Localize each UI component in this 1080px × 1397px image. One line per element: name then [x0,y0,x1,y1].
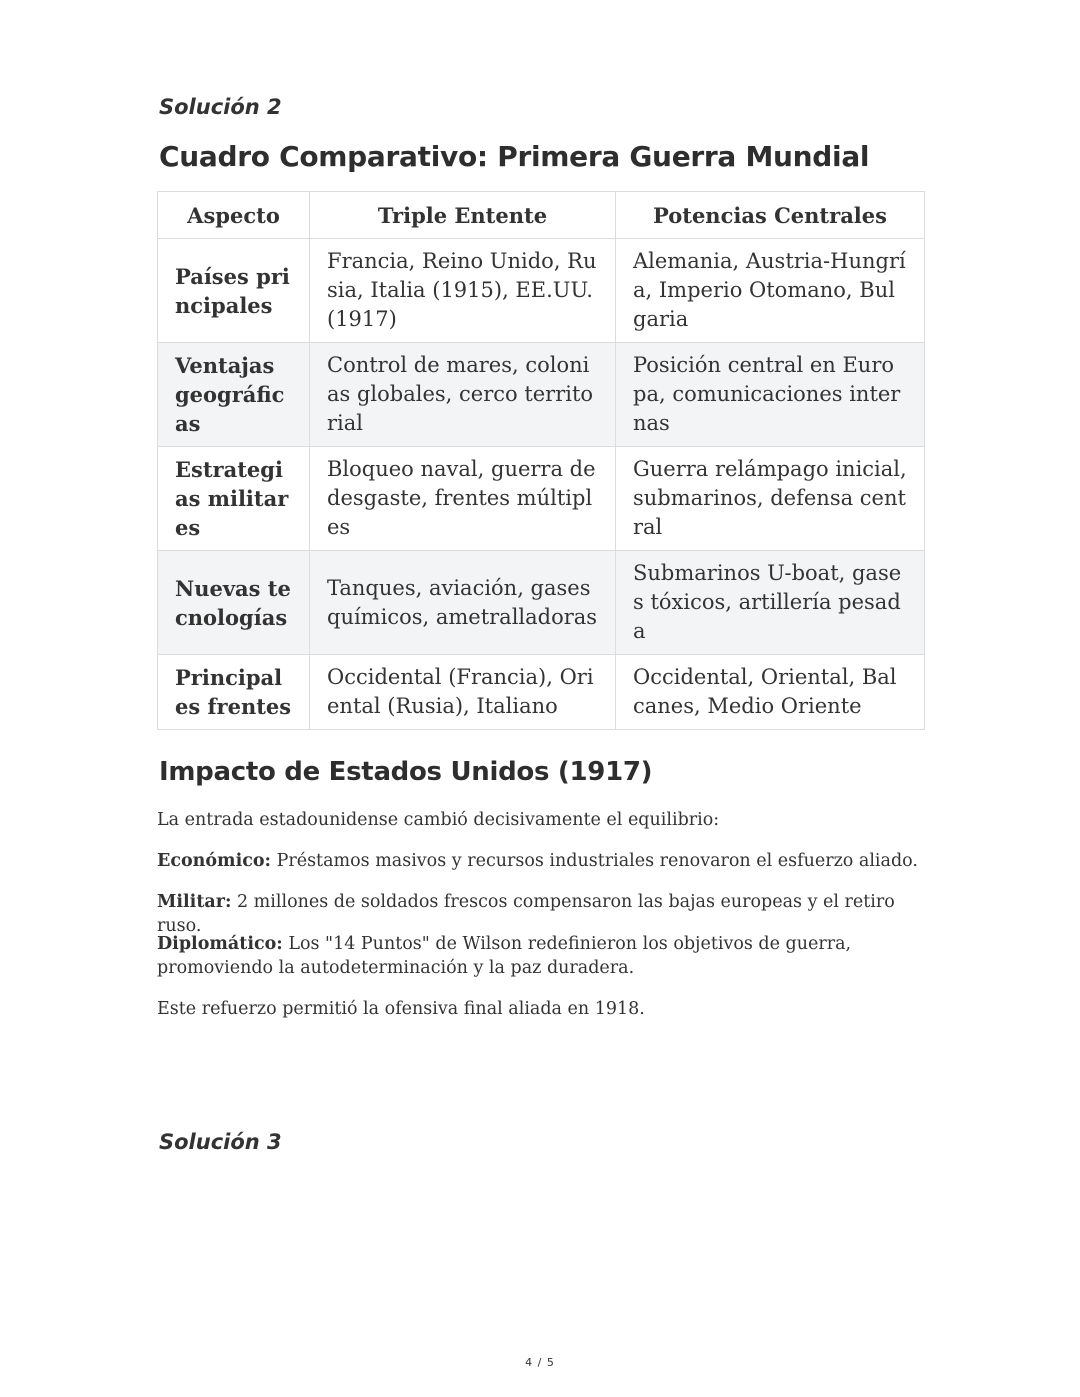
impact-conclusion: Este refuerzo permitió la ofensiva final aliada en 1918. [157,999,645,1019]
table-row [158,655,925,730]
impact-item-militar [157,890,924,938]
table-header-row [158,192,925,239]
page-number: 4 / 5 [525,1356,555,1369]
impact-item-label: Militar: [157,892,232,912]
row-centrales-cell: Guerra relámpago inicial, submarinos, defensa central [616,447,925,551]
table-row [158,343,925,447]
table-row [158,551,925,655]
impact-item-label: Económico: [157,851,272,871]
row-aspect-cell: Principales frentes [158,655,310,730]
row-aspect-cell: Estrategias militares [158,447,310,551]
impact-item-text: 2 millones de soldados frescos compensaron las bajas europeas y el retiro ruso. [157,892,895,936]
row-aspect-cell: Ventajas geográficas [158,343,310,447]
impact-item-diplomatico [157,932,924,980]
solution-3-label: Solución 3 [159,1130,282,1154]
row-entente-cell: Bloqueo naval, guerra de desgaste, frentes múltiples [310,447,616,551]
table-row [158,239,925,343]
header-triple-entente: Triple Entente [310,192,616,239]
impact-heading: Impacto de Estados Unidos (1917) [159,757,653,787]
row-centrales-cell: Posición central en Europa, comunicaciones internas [616,343,925,447]
solution-2-label: Solución 2 [159,95,282,119]
row-entente-cell: Francia, Reino Unido, Rusia, Italia (1915), EE.UU. (1917) [310,239,616,343]
impact-item-economico [157,849,924,873]
row-entente-cell: Occidental (Francia), Oriental (Rusia), Italiano [310,655,616,730]
table-row [158,447,925,551]
comparison-table [157,191,925,730]
row-centrales-cell: Occidental, Oriental, Balcanes, Medio Oriente [616,655,925,730]
impact-intro: La entrada estadounidense cambió decisivamente el equilibrio: [157,810,720,830]
row-centrales-cell: Submarinos U-boat, gases tóxicos, artillería pesada [616,551,925,655]
impact-item-text: Los "14 Puntos" de Wilson redefinieron los objetivos de guerra, promoviendo la autodeterminación y la paz duradera. [157,934,852,978]
table-title: Cuadro Comparativo: Primera Guerra Mundial [159,140,870,173]
header-potencias-centrales: Potencias Centrales [616,192,925,239]
row-aspect-cell: Nuevas tecnologías [158,551,310,655]
impact-item-text: Préstamos masivos y recursos industriales renovaron el esfuerzo aliado. [271,851,918,871]
header-aspect: Aspecto [158,192,310,239]
row-aspect-cell: Países principales [158,239,310,343]
row-entente-cell: Tanques, aviación, gases químicos, ametralladoras [310,551,616,655]
row-centrales-cell: Alemania, Austria-Hungría, Imperio Otomano, Bulgaria [616,239,925,343]
row-entente-cell: Control de mares, colonias globales, cerco territorial [310,343,616,447]
impact-item-label: Diplomático: [157,934,283,954]
